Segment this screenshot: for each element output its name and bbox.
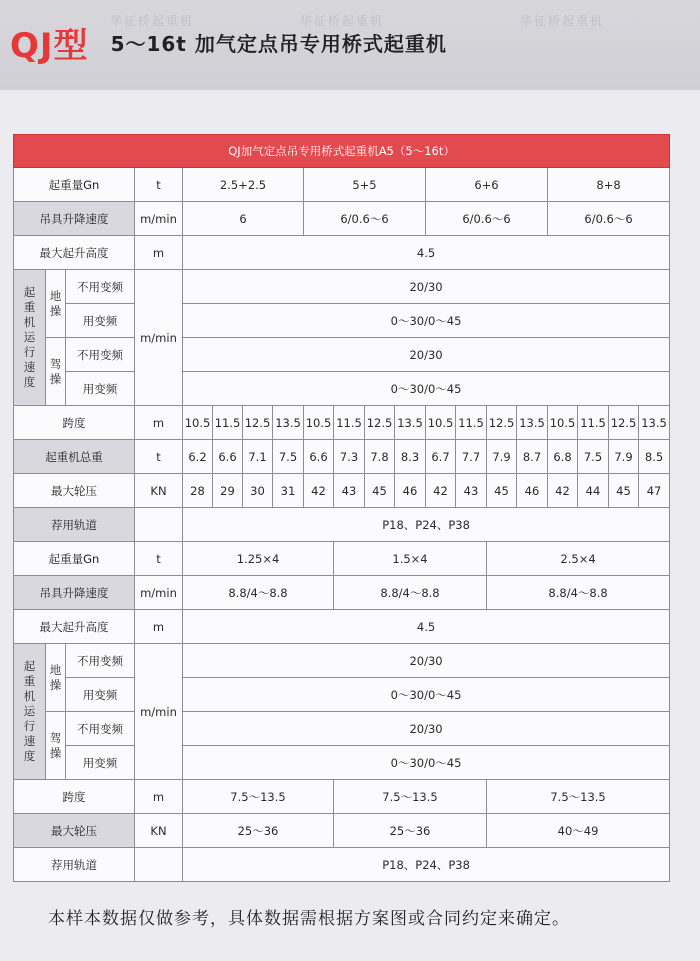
unit: m — [135, 236, 183, 270]
g2-rail: P18、P24、P38 — [183, 848, 670, 882]
g1-weight-cell: 7.1 — [243, 440, 273, 474]
g1-capacity: 2.5+2.5 — [183, 168, 304, 202]
g1-cab-vfd: 0～30/0～45 — [183, 372, 670, 406]
label-rail: 荐用轨道 — [14, 848, 135, 882]
g1-span-cell: 11.5 — [456, 406, 487, 440]
g1-weight-cell: 7.9 — [609, 440, 639, 474]
g1-weight-cell: 6.7 — [426, 440, 456, 474]
unit: m — [135, 610, 183, 644]
watermark: 华征桥起重机 — [110, 14, 195, 28]
g1-weight-cell: 7.3 — [334, 440, 365, 474]
g2-span: 7.5～13.5 — [487, 780, 670, 814]
g2-capacity: 1.25×4 — [183, 542, 334, 576]
g2-capacity: 1.5×4 — [334, 542, 487, 576]
g2-cab-vfd: 0～30/0～45 — [183, 746, 670, 780]
g1-wheel-cell: 47 — [639, 474, 670, 508]
g1-hoist-speed: 6 — [183, 202, 304, 236]
g1-cab-no-vfd: 20/30 — [183, 338, 670, 372]
g2-cab-no-vfd: 20/30 — [183, 712, 670, 746]
g2-wheel-load: 25～36 — [334, 814, 487, 848]
label-max-lift: 最大起升高度 — [14, 236, 135, 270]
g1-ground-vfd: 0～30/0～45 — [183, 304, 670, 338]
label-ground-op: 地 操 — [46, 270, 66, 338]
g1-hoist-speed: 6/0.6～6 — [304, 202, 426, 236]
g1-span-cell: 12.5 — [365, 406, 395, 440]
label-span: 跨度 — [14, 406, 135, 440]
unit: m/min — [135, 202, 183, 236]
g2-ground-vfd: 0～30/0～45 — [183, 678, 670, 712]
unit: t — [135, 168, 183, 202]
g1-wheel-cell: 45 — [609, 474, 639, 508]
g1-ground-no-vfd: 20/30 — [183, 270, 670, 304]
g1-weight-cell: 6.8 — [548, 440, 578, 474]
g1-wheel-cell: 31 — [273, 474, 304, 508]
g1-span-cell: 11.5 — [334, 406, 365, 440]
g1-weight-cell: 6.6 — [213, 440, 243, 474]
table-banner: QJ加气定点吊专用桥式起重机A5（5～16t） — [14, 135, 670, 168]
label-with-vfd: 用变频 — [66, 304, 135, 338]
model-name: QJ型 — [10, 25, 89, 66]
g1-wheel-cell: 46 — [395, 474, 426, 508]
g1-wheel-cell: 44 — [578, 474, 609, 508]
g1-wheel-cell: 28 — [183, 474, 213, 508]
watermark: 华征桥起重机 — [300, 14, 385, 28]
label-crane-travel-speed: 起 重 机 运 行 速 度 — [14, 270, 46, 406]
g1-max-lift: 4.5 — [183, 236, 670, 270]
label-cab-op: 驾 操 — [46, 712, 66, 780]
g1-weight-cell: 8.3 — [395, 440, 426, 474]
g2-span: 7.5～13.5 — [183, 780, 334, 814]
g1-weight-cell: 6.6 — [304, 440, 334, 474]
g2-hoist-speed: 8.8/4～8.8 — [487, 576, 670, 610]
label-max-wheel-load: 最大轮压 — [14, 474, 135, 508]
unit: m — [135, 406, 183, 440]
g1-span-cell: 13.5 — [273, 406, 304, 440]
g1-capacity: 6+6 — [426, 168, 548, 202]
g1-weight-cell: 7.8 — [365, 440, 395, 474]
g1-wheel-cell: 43 — [456, 474, 487, 508]
label-total-weight: 起重机总重 — [14, 440, 135, 474]
g1-hoist-speed: 6/0.6～6 — [548, 202, 670, 236]
unit: t — [135, 440, 183, 474]
label-with-vfd: 用变频 — [66, 372, 135, 406]
g2-max-lift: 4.5 — [183, 610, 670, 644]
label-max-wheel-load: 最大轮压 — [14, 814, 135, 848]
unit: KN — [135, 814, 183, 848]
label-cab-op: 驾 操 — [46, 338, 66, 406]
unit: t — [135, 542, 183, 576]
g2-ground-no-vfd: 20/30 — [183, 644, 670, 678]
label-capacity: 起重量Gn — [14, 168, 135, 202]
g1-span-cell: 13.5 — [639, 406, 670, 440]
unit-empty — [135, 508, 183, 542]
label-no-vfd: 不用变频 — [66, 644, 135, 678]
unit-empty — [135, 848, 183, 882]
g1-wheel-cell: 30 — [243, 474, 273, 508]
g1-wheel-cell: 42 — [548, 474, 578, 508]
page-title — [10, 12, 447, 72]
label-with-vfd: 用变频 — [66, 678, 135, 712]
g1-span-cell: 10.5 — [548, 406, 578, 440]
label-no-vfd: 不用变频 — [66, 338, 135, 372]
g1-wheel-cell: 46 — [517, 474, 548, 508]
g1-weight-cell: 7.9 — [487, 440, 517, 474]
g1-span-cell: 12.5 — [487, 406, 517, 440]
g1-wheel-cell: 29 — [213, 474, 243, 508]
g1-span-cell: 12.5 — [243, 406, 273, 440]
label-capacity: 起重量Gn — [14, 542, 135, 576]
g1-span-cell: 10.5 — [426, 406, 456, 440]
g1-span-cell: 10.5 — [183, 406, 213, 440]
g1-capacity: 8+8 — [548, 168, 670, 202]
label-crane-travel-speed: 起 重 机 运 行 速 度 — [14, 644, 46, 780]
label-max-lift: 最大起升高度 — [14, 610, 135, 644]
page-subtitle: 5～16t 加气定点吊专用桥式起重机 — [110, 31, 447, 56]
label-with-vfd: 用变频 — [66, 746, 135, 780]
g1-span-cell: 10.5 — [304, 406, 334, 440]
label-no-vfd: 不用变频 — [66, 712, 135, 746]
unit: m/min — [135, 270, 183, 406]
unit: m/min — [135, 576, 183, 610]
g2-hoist-speed: 8.8/4～8.8 — [334, 576, 487, 610]
g1-span-cell: 12.5 — [609, 406, 639, 440]
g1-span-cell: 11.5 — [578, 406, 609, 440]
unit: KN — [135, 474, 183, 508]
g2-wheel-load: 40～49 — [487, 814, 670, 848]
label-hoist-speed: 吊具升降速度 — [14, 202, 135, 236]
g1-capacity: 5+5 — [304, 168, 426, 202]
g2-span: 7.5～13.5 — [334, 780, 487, 814]
g1-weight-cell: 6.2 — [183, 440, 213, 474]
watermark: 华征桥起重机 — [520, 14, 605, 28]
g1-weight-cell: 7.5 — [273, 440, 304, 474]
g2-capacity: 2.5×4 — [487, 542, 670, 576]
label-rail: 荐用轨道 — [14, 508, 135, 542]
label-span: 跨度 — [14, 780, 135, 814]
g2-wheel-load: 25～36 — [183, 814, 334, 848]
g1-hoist-speed: 6/0.6～6 — [426, 202, 548, 236]
g1-weight-cell: 8.5 — [639, 440, 670, 474]
label-hoist-speed: 吊具升降速度 — [14, 576, 135, 610]
g1-span-cell: 11.5 — [213, 406, 243, 440]
g1-span-cell: 13.5 — [395, 406, 426, 440]
g2-hoist-speed: 8.8/4～8.8 — [183, 576, 334, 610]
g1-wheel-cell: 45 — [365, 474, 395, 508]
unit: m/min — [135, 644, 183, 780]
g1-wheel-cell: 45 — [487, 474, 517, 508]
g1-wheel-cell: 42 — [304, 474, 334, 508]
g1-weight-cell: 7.5 — [578, 440, 609, 474]
g1-wheel-cell: 42 — [426, 474, 456, 508]
label-ground-op: 地 操 — [46, 644, 66, 712]
g1-weight-cell: 7.7 — [456, 440, 487, 474]
footer-note: 本样本数据仅做参考，具体数据需根据方案图或合同约定来确定。 — [48, 909, 570, 929]
label-no-vfd: 不用变频 — [66, 270, 135, 304]
g1-span-cell: 13.5 — [517, 406, 548, 440]
unit: m — [135, 780, 183, 814]
g1-rail: P18、P24、P38 — [183, 508, 670, 542]
spec-table — [13, 134, 670, 882]
g1-wheel-cell: 43 — [334, 474, 365, 508]
g1-weight-cell: 8.7 — [517, 440, 548, 474]
